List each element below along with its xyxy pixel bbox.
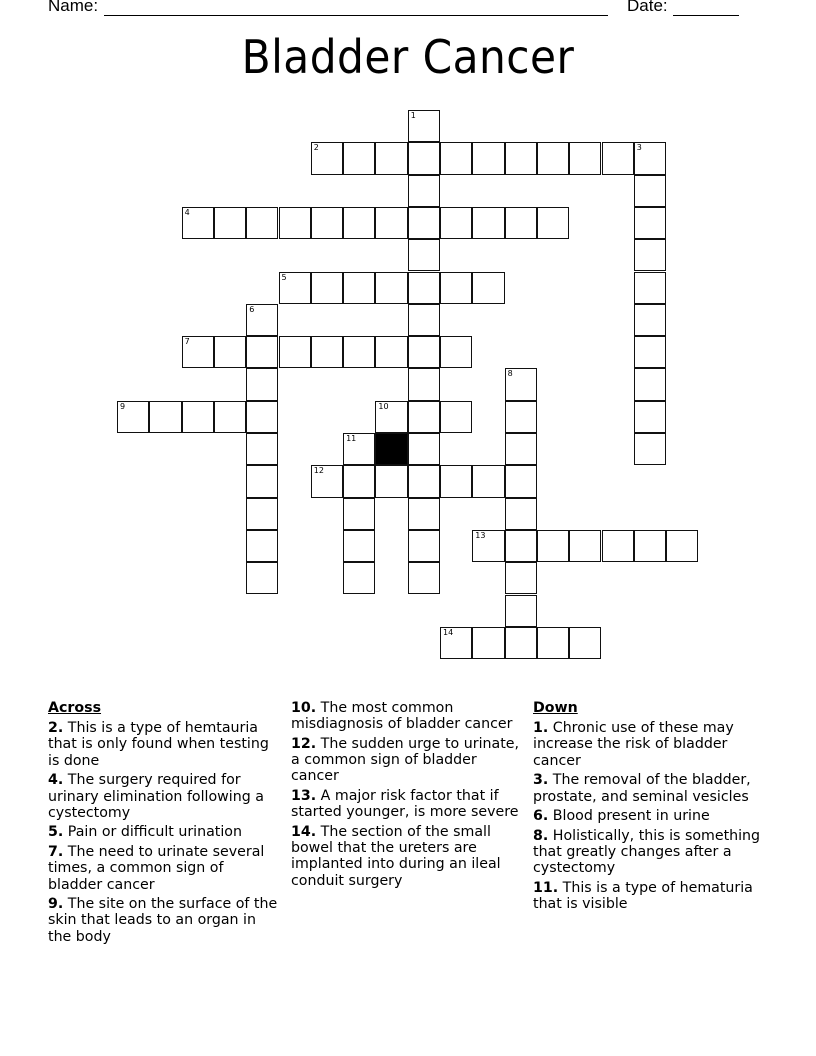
clue-number: 4. (48, 772, 64, 789)
grid-cell[interactable] (246, 465, 278, 497)
clue-number: 11. (533, 880, 559, 897)
cell-number: 3 (636, 143, 642, 153)
cell-number: 8 (507, 369, 513, 379)
across-heading: Across (48, 700, 102, 716)
grid-cell[interactable] (408, 562, 440, 594)
grid-cell[interactable] (505, 142, 537, 174)
grid-cell[interactable] (375, 207, 407, 239)
clue-number: 12. (291, 735, 317, 752)
grid-cell[interactable] (634, 142, 666, 174)
grid-cell[interactable] (246, 304, 278, 336)
grid-cell[interactable] (182, 207, 214, 239)
grid-cell[interactable] (375, 272, 407, 304)
grid-cell[interactable] (440, 207, 472, 239)
clue-number: 14. (291, 823, 317, 840)
grid-cell[interactable] (311, 142, 343, 174)
across-clue (291, 736, 523, 785)
clue-number: 2. (48, 720, 64, 737)
grid-cell[interactable] (408, 498, 440, 530)
grid-cell[interactable] (246, 207, 278, 239)
cell-number: 13 (475, 530, 486, 540)
down-clue (533, 772, 765, 804)
grid-cell[interactable] (505, 465, 537, 497)
grid-cell[interactable] (408, 110, 440, 142)
grid-cell[interactable] (634, 304, 666, 336)
across-clue (48, 772, 280, 821)
grid-cell[interactable] (537, 627, 569, 659)
grid-cell[interactable] (505, 401, 537, 433)
grid-cell[interactable] (311, 336, 343, 368)
grid-cell[interactable] (505, 207, 537, 239)
clue-number: 10. (291, 700, 317, 716)
grid-cell[interactable] (408, 142, 440, 174)
grid-cell[interactable] (634, 433, 666, 465)
clue-text: A major risk factor that if started younger, is more severe (291, 788, 519, 821)
across-clue (48, 720, 280, 769)
grid-cell[interactable] (537, 530, 569, 562)
clue-number: 6. (533, 808, 549, 825)
grid-cell[interactable] (279, 336, 311, 368)
down-clue (533, 828, 765, 877)
cell-number: 1 (410, 111, 416, 120)
grid-cell[interactable] (602, 142, 634, 174)
grid-cell[interactable] (279, 207, 311, 239)
grid-cell[interactable] (408, 207, 440, 239)
across-clue (291, 700, 523, 732)
grid-cell[interactable] (505, 433, 537, 465)
grid-cell[interactable] (117, 401, 149, 433)
grid-cell[interactable] (472, 627, 504, 659)
grid-cell[interactable] (214, 336, 246, 368)
grid-cell[interactable] (666, 530, 698, 562)
clue-text: Holistically, this is something that greatly changes after a cystectomy (533, 827, 761, 877)
name-label: Name: (48, 0, 99, 15)
grid-cell[interactable] (408, 465, 440, 497)
grid-cell[interactable] (505, 627, 537, 659)
clue-text: The section of the small bowel that the ureters are implanted into during an ileal conduit surgery (291, 823, 501, 889)
grid-cell[interactable] (472, 207, 504, 239)
grid-cell[interactable] (408, 401, 440, 433)
clue-text: The site on the surface of the skin that leads to an organ in the body (48, 896, 278, 945)
clue-number: 7. (48, 844, 64, 861)
grid-cell[interactable] (246, 401, 278, 433)
cell-number: 6 (249, 304, 255, 314)
grid-cell[interactable] (375, 336, 407, 368)
grid-cell[interactable] (182, 401, 214, 433)
grid-cell[interactable] (408, 272, 440, 304)
grid-cell[interactable] (505, 530, 537, 562)
grid-cell[interactable] (472, 142, 504, 174)
grid-cell[interactable] (440, 142, 472, 174)
across-column (48, 700, 280, 948)
grid-cell[interactable] (343, 465, 375, 497)
across-clue (291, 824, 523, 889)
grid-cell[interactable] (634, 239, 666, 271)
grid-cell[interactable] (279, 272, 311, 304)
grid-cell[interactable] (440, 465, 472, 497)
down-clue (533, 808, 765, 824)
grid-cell[interactable] (408, 304, 440, 336)
grid-cell[interactable] (149, 401, 181, 433)
grid-cell[interactable] (343, 530, 375, 562)
grid-cell[interactable] (505, 368, 537, 400)
cell-number: 5 (281, 272, 287, 282)
grid-cell[interactable] (472, 465, 504, 497)
grid-cell[interactable] (408, 239, 440, 271)
cell-number: 7 (184, 337, 190, 347)
grid-cell[interactable] (537, 142, 569, 174)
grid-cell[interactable] (343, 336, 375, 368)
down-clue (533, 880, 765, 912)
down-clue (533, 720, 765, 769)
clue-text: The most common misdiagnosis of bladder cancer (291, 700, 513, 733)
grid-cell[interactable] (505, 562, 537, 594)
grid-cell[interactable] (343, 207, 375, 239)
grid-cell[interactable] (246, 336, 278, 368)
across-clue (48, 896, 280, 945)
grid-cell[interactable] (440, 272, 472, 304)
across-clue (48, 824, 280, 840)
across-clue (48, 844, 280, 893)
down-column (533, 700, 765, 916)
grid-cell[interactable] (343, 498, 375, 530)
grid-cell[interactable] (505, 498, 537, 530)
across-clue (291, 788, 523, 820)
grid-cell[interactable] (440, 627, 472, 659)
grid-cell[interactable] (375, 401, 407, 433)
clue-number: 8. (533, 827, 549, 844)
cell-number: 14 (443, 627, 454, 637)
grid-cell[interactable] (246, 433, 278, 465)
grid-cell[interactable] (569, 627, 601, 659)
clue-text: The removal of the bladder, prostate, and seminal vesicles (533, 772, 751, 805)
grid-cell[interactable] (634, 272, 666, 304)
grid-cell[interactable] (182, 336, 214, 368)
grid-cell[interactable] (343, 272, 375, 304)
grid-cell[interactable] (472, 530, 504, 562)
clue-text: Blood present in urine (552, 808, 710, 825)
grid-cell[interactable] (408, 336, 440, 368)
grid-cell[interactable] (408, 530, 440, 562)
clue-number: 1. (533, 720, 549, 737)
clue-text: The need to urinate several times, a common sign of bladder cancer (48, 844, 265, 893)
clue-text: This is a type of hematuria that is visible (533, 880, 753, 913)
cell-number: 4 (184, 207, 190, 217)
clue-number: 9. (48, 896, 64, 913)
grid-cell[interactable] (311, 272, 343, 304)
grid-cell[interactable] (214, 401, 246, 433)
grid-cell[interactable] (569, 142, 601, 174)
clue-text: Pain or difficult urination (67, 824, 242, 841)
across-column-continued (291, 700, 523, 892)
cell-number: 9 (120, 401, 126, 411)
clue-number: 5. (48, 824, 64, 841)
grid-cell[interactable] (375, 142, 407, 174)
grid-cell[interactable] (246, 368, 278, 400)
grid-cell[interactable] (634, 175, 666, 207)
black-cell (375, 433, 407, 465)
clue-text: This is a type of hemtauria that is only found when testing is done (48, 720, 269, 769)
grid-cell[interactable] (634, 336, 666, 368)
grid-cell[interactable] (408, 433, 440, 465)
grid-cell[interactable] (634, 368, 666, 400)
clue-text: The sudden urge to urinate, a common sign of bladder cancer (291, 735, 520, 785)
grid-cell[interactable] (408, 175, 440, 207)
cell-number: 11 (346, 434, 357, 443)
clue-text: Chronic use of these may increase the risk of bladder cancer (533, 720, 734, 769)
grid-cell[interactable] (343, 142, 375, 174)
clue-number: 3. (533, 772, 549, 789)
grid-cell[interactable] (246, 562, 278, 594)
grid-cell[interactable] (214, 207, 246, 239)
grid-cell[interactable] (343, 562, 375, 594)
grid-cell[interactable] (505, 595, 537, 627)
cell-number: 2 (313, 143, 319, 153)
grid-cell[interactable] (311, 465, 343, 497)
grid-cell[interactable] (246, 530, 278, 562)
grid-cell[interactable] (343, 433, 375, 465)
cell-number: 10 (378, 401, 389, 411)
grid-cell[interactable] (440, 401, 472, 433)
cell-number: 12 (313, 466, 324, 476)
date-label: Date: (627, 0, 668, 15)
grid-cell[interactable] (569, 530, 601, 562)
grid-cell[interactable] (537, 207, 569, 239)
grid-cell[interactable] (440, 336, 472, 368)
clue-text: The surgery required for urinary elimination following a cystectomy (48, 772, 264, 821)
grid-cell[interactable] (246, 498, 278, 530)
grid-cell[interactable] (311, 207, 343, 239)
grid-cell[interactable] (375, 465, 407, 497)
grid-cell[interactable] (408, 368, 440, 400)
clue-number: 13. (291, 788, 317, 805)
grid-cell[interactable] (472, 272, 504, 304)
grid-cell[interactable] (634, 401, 666, 433)
grid-cell[interactable] (602, 530, 634, 562)
down-heading: Down (533, 700, 578, 716)
grid-cell[interactable] (634, 207, 666, 239)
grid-cell[interactable] (634, 530, 666, 562)
page-title: Bladder Cancer (241, 30, 575, 84)
